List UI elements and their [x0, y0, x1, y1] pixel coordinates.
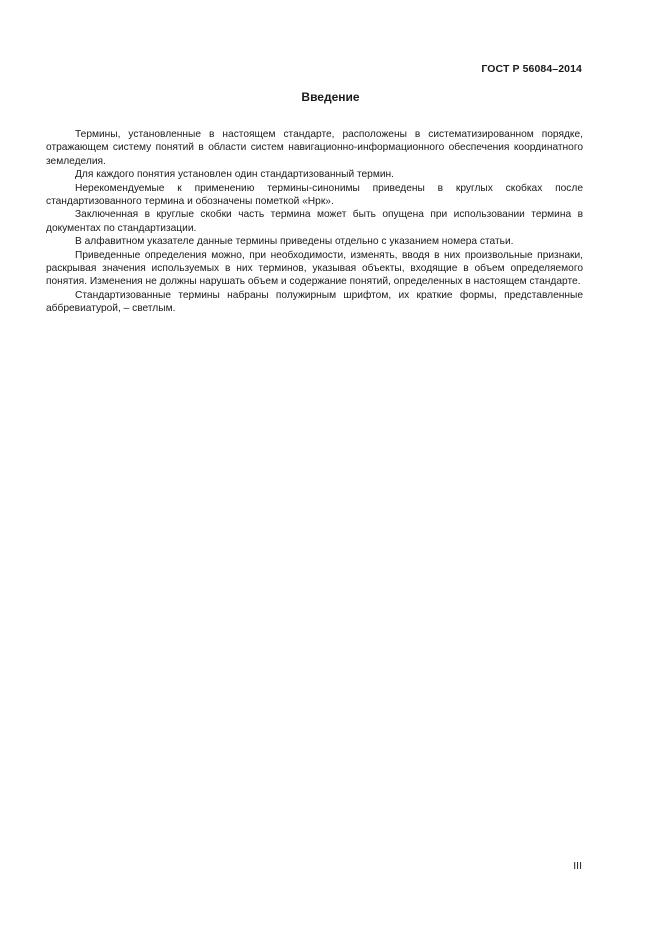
paragraph: В алфавитном указателе данные термины приведены отдельно с указанием номера статьи. — [75, 236, 514, 248]
paragraph: Приведенные определения можно, при необходимости, изменять, вводя в них произвольные признаки, раскрывая значения используемых в них терминов, указывая объекты, входящие в объем определяемого понятия. Изменения не должны нарушать объем и содержание понятий, определенных в настоящем стандарте. — [46, 249, 583, 288]
paragraph: Стандартизованные термины набраны полужирным шрифтом, их краткие формы, представленные аббревиатурой, – светлым. — [46, 289, 583, 315]
paragraph: Заключенная в круглые скобки часть термина может быть опущена при использовании термина в документах по стандартизации. — [46, 209, 583, 234]
section-body — [46, 128, 583, 316]
page-number: III — [573, 860, 582, 872]
paragraph: Термины, установленные в настоящем стандарте, расположены в систематизированном порядке, отражающем систему понятий в области систем навигационно-информационного обеспечения координатного земледелия. — [46, 129, 583, 167]
paragraph: Нерекомендуемые к применению термины-синонимы приведены в круглых скобках после стандартизованного термина и обозначены пометкой «Нрк». — [46, 182, 583, 208]
document-code: ГОСТ Р 56084–2014 — [481, 63, 582, 75]
section-title: Введение — [301, 90, 360, 104]
paragraph: Для каждого понятия установлен один стандартизованный термин. — [75, 169, 394, 181]
